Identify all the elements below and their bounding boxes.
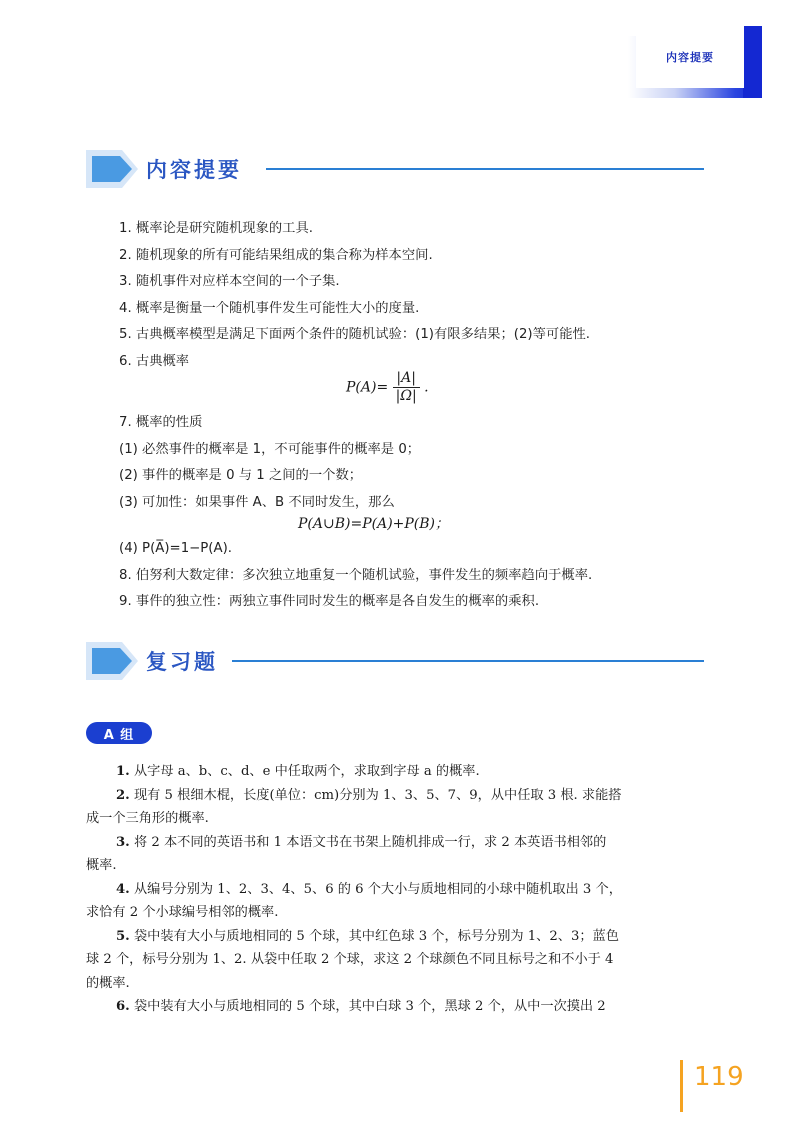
problem-line: 求恰有 2 个小球编号相邻的概率. (86, 905, 279, 920)
property-content (119, 410, 719, 516)
formula-numerator: |A| (393, 370, 420, 388)
header-tab (628, 26, 762, 98)
summary-content (119, 216, 719, 375)
problem-number: 3. (116, 834, 130, 850)
summary-line: 1. 概率论是研究随机现象的工具. (119, 221, 313, 236)
formula-tail: . (424, 379, 429, 396)
problem-text: 从编号分别为 1、2、3、4、5、6 的 6 个大小与质地相同的小球中随机取出 3 个， (133, 881, 622, 897)
tail-content (119, 536, 719, 616)
group-badge: A 组 (86, 722, 152, 744)
section-arrow-icon (86, 638, 142, 684)
page-number: 119 (694, 1062, 744, 1092)
review-section-header (86, 638, 704, 684)
summary-line: 6. 古典概率 (119, 353, 190, 369)
summary-section-rule (266, 168, 704, 170)
summary-section-title: 内容提要 (146, 158, 242, 182)
property-line: (3) 可加性：如果事件 A、B 不同时发生，那么 (119, 494, 395, 510)
header-tab-edge (743, 26, 762, 98)
problem-line (86, 760, 702, 784)
problem-number: 5. (116, 928, 130, 944)
additivity-formula: P(A∪B)=P(A)+P(B)； (298, 516, 450, 532)
summary-section-header (86, 146, 704, 192)
summary-line: 4. 概率是衡量一个随机事件发生可能性大小的度量. (119, 300, 420, 316)
problem-line: 概率. (86, 858, 117, 873)
problem-number: 1. (116, 764, 130, 779)
classic-probability-formula (346, 370, 429, 405)
problem-line: 的概率. (86, 975, 130, 991)
property-line: (1) 必然事件的概率是 1，不可能事件的概率是 0； (119, 441, 421, 457)
problem-text: 现有 5 根细木棍，长度(单位：cm)分别为 1、3、5、7、9，从中任取 3 根. 求能搭 (133, 787, 622, 803)
problem-list (86, 760, 702, 1019)
tail-line: 8. 伯努利大数定律：多次独立地重复一个随机试验，事件发生的频率趋向于概率. (119, 567, 593, 583)
formula-denominator: |Ω| (395, 388, 417, 404)
problem-number: 2. (116, 787, 130, 803)
problem-line (86, 925, 702, 949)
summary-line: 3. 随机事件对应样本空间的一个子集. (119, 274, 340, 289)
section-arrow-icon (86, 146, 142, 192)
summary-line: 5. 古典概率模型是满足下面两个条件的随机试验：(1)有限多结果；(2)等可能性. (119, 327, 591, 342)
review-section-rule (232, 660, 704, 662)
problem-text: 将 2 本不同的英语书和 1 本语文书在书架上随机排成一行，求 2 本英语书相邻的 (133, 834, 607, 850)
problem-text: 袋中装有大小与质地相同的 5 个球，其中白球 3 个，黑球 2 个，从中一次摸出 2 (133, 999, 606, 1014)
problem-line (86, 995, 702, 1019)
problem-text: 袋中装有大小与质地相同的 5 个球，其中红色球 3 个，标号分别为 1、2、3；蓝色 (133, 928, 619, 944)
problem-number: 4. (116, 881, 130, 897)
problem-number: 6. (116, 999, 130, 1014)
tail-line: 9. 事件的独立性：两独立事件同时发生的概率是各自发生的概率的乘积. (119, 594, 540, 609)
review-section-title: 复习题 (146, 650, 218, 674)
problem-line: 成一个三角形的概率. (86, 811, 209, 826)
formula-fraction (393, 370, 420, 405)
property-line: 7. 概率的性质 (119, 415, 203, 430)
problem-line (86, 878, 702, 902)
problem-line (86, 784, 702, 808)
tail-line: (4) P(A̅)=1−P(A). (119, 541, 233, 556)
header-tab-label: 内容提要 (636, 26, 744, 88)
property-line: (2) 事件的概率是 0 与 1 之间的一个数； (119, 468, 363, 483)
problem-line: 球 2 个，标号分别为 1、2. 从袋中任取 2 个球，求这 2 个球颜色不同且标号之和不小于 4 (86, 952, 614, 967)
formula-lhs: P(A)= (346, 379, 389, 396)
problem-text: 从字母 a、b、c、d、e 中任取两个，求取到字母 a 的概率. (133, 764, 480, 779)
page-number-bar (680, 1060, 683, 1112)
summary-line: 2. 随机现象的所有可能结果组成的集合称为样本空间. (119, 247, 433, 263)
problem-line (86, 831, 702, 855)
